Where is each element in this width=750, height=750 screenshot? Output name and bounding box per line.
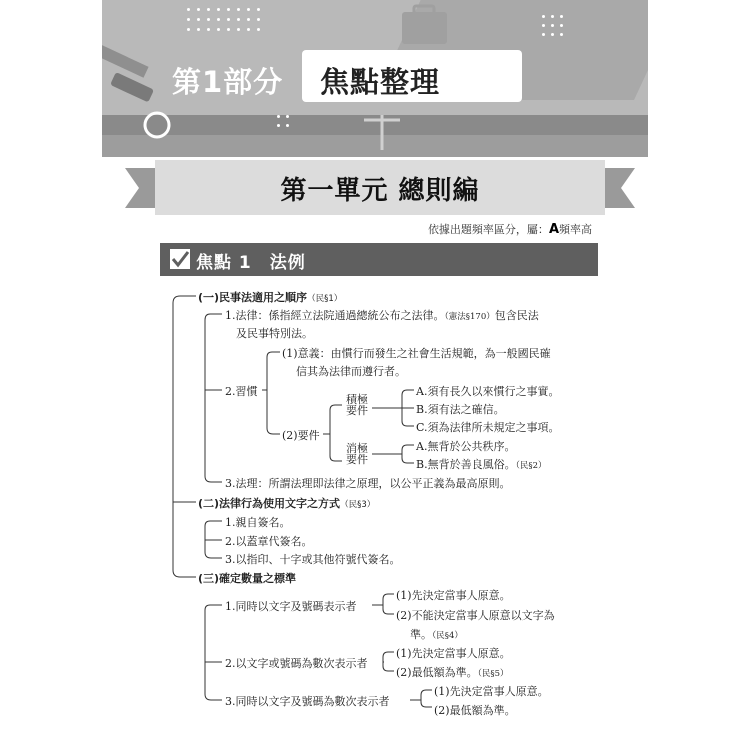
s2-item-3: 3.以指印、十字或其他符號代簽名。 xyxy=(225,553,401,566)
neg-b-text: B.無背於善良風俗。 xyxy=(416,458,516,471)
s2-title xyxy=(198,495,375,511)
s1-law-text: 1.法律：係指經立法院通過總統公布之法律。 xyxy=(225,309,445,322)
s3-b2 xyxy=(396,664,509,680)
s3-b2-ref: （民§5） xyxy=(477,669,509,679)
unit-title: 第一單元 總則編 xyxy=(280,176,480,206)
neg-b-ref: （民§2） xyxy=(515,461,547,471)
s1-title xyxy=(198,289,342,305)
s1-law xyxy=(225,307,539,323)
s1-requirements: (2)要件 xyxy=(282,429,320,442)
s1-law-tail: 包含民法 xyxy=(494,309,539,322)
s3-c: 3.同時以文字及號碼為數次表示者 xyxy=(225,695,390,708)
s2-item-2: 2.以蓋章代簽名。 xyxy=(225,535,313,548)
frequency-prefix: 依據出題頻率區分，屬： xyxy=(427,223,549,236)
part-label: 第1部分 xyxy=(172,65,284,99)
pos-a: A.須有長久以來慣行之事實。 xyxy=(416,385,560,398)
pos-b: B.須有法之確信。 xyxy=(416,403,505,416)
positive-label-1: 積極 xyxy=(346,393,368,406)
s1-custom: 2.習慣 xyxy=(225,385,258,398)
negative-label-1: 消極 xyxy=(346,442,368,455)
s3-c2: (2)最低額為準。 xyxy=(434,704,516,717)
s3-a2-ref: （民§4） xyxy=(432,631,463,641)
negative-label-2: 要件 xyxy=(346,453,368,466)
s2-title-text: (二)法律行為使用文字之方式 xyxy=(198,497,341,510)
negative-requirements-label xyxy=(346,443,368,465)
focus-title: 焦點整理 xyxy=(320,65,441,99)
s3-title: (三)確定數量之標準 xyxy=(198,572,297,585)
neg-a: A.無背於公共秩序。 xyxy=(416,440,516,453)
positive-requirements-label xyxy=(346,394,368,416)
positive-label-2: 要件 xyxy=(346,404,368,417)
s3-b1: (1)先決定當事人原意。 xyxy=(396,647,511,660)
s3-a2: (2)不能決定當事人原意以文字為 xyxy=(396,609,555,622)
s3-a: 1.同時以文字及號碼表示者 xyxy=(225,600,357,613)
s2-ref: （民§3） xyxy=(340,500,376,510)
s3-b: 2.以文字或號碼為數次表示者 xyxy=(225,657,368,670)
s2-item-1: 1.親自簽名。 xyxy=(225,516,291,529)
s1-title-text: (一)民事法適用之順序 xyxy=(198,291,308,304)
s1-law-ref: （憲法§170） xyxy=(444,312,495,322)
s1-meaning-line1: (1)意義：由慣行而發生之社會生活規範，為一般國民確 xyxy=(282,347,551,360)
s1-ref: （民§1） xyxy=(307,294,343,304)
s3-a2-line2 xyxy=(410,626,463,642)
pos-c: C.須為法律所未規定之事項。 xyxy=(416,421,560,434)
s3-c1: (1)先決定當事人原意。 xyxy=(434,685,549,698)
neg-b xyxy=(416,456,547,472)
s1-meaning-line2: 信其為法律而遵行者。 xyxy=(296,365,406,378)
s3-a2-line2-text: 準。 xyxy=(410,628,432,641)
s1-principle: 3.法理：所謂法理即法律之原理，以公平正義為最高原則。 xyxy=(225,477,511,490)
s3-a1: (1)先決定當事人原意。 xyxy=(396,589,511,602)
section-label: 焦點 1 法例 xyxy=(196,253,306,273)
frequency-grade: A xyxy=(548,222,559,237)
s3-b2-text: (2)最低額為準。 xyxy=(396,666,478,679)
frequency-suffix: 頻率高 xyxy=(559,223,592,236)
s1-law-line2: 及民事特別法。 xyxy=(236,327,313,340)
